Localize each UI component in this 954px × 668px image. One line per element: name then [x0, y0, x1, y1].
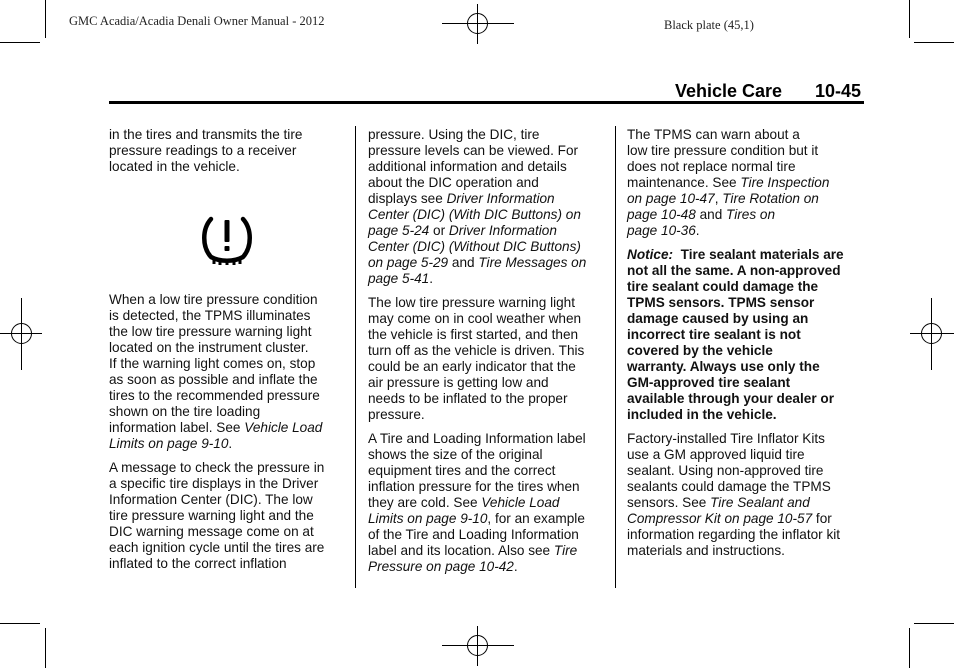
crop-mark: [0, 42, 40, 43]
text-line: [368, 495, 608, 511]
text-line: [109, 436, 349, 452]
text-line: could be an early indicator that the: [368, 359, 576, 374]
text-line: in the tires and transmits the tire: [109, 127, 303, 142]
cross-reference-link[interactable]: Driver Information: [448, 223, 557, 238]
notice-text: GM-approved tire sealant: [627, 375, 791, 390]
text-line: [627, 223, 867, 239]
text-line: Information Center (DIC). The low: [109, 492, 313, 507]
column-2: [368, 127, 608, 583]
text-run: sealants could damage the TPMS: [627, 479, 831, 494]
text-line: [368, 159, 608, 175]
tire-pressure-warning-icon: [200, 212, 254, 266]
text-line: the vehicle is first started, and then: [368, 327, 579, 342]
text-line: [109, 324, 349, 340]
text-run: Factory-installed Tire Inflator Kits: [627, 431, 825, 446]
text-run: .: [695, 223, 700, 238]
text-line: [368, 223, 608, 239]
text-run: materials and instructions.: [627, 543, 785, 558]
text-line: [627, 127, 867, 143]
column-divider: [355, 126, 356, 588]
registration-mark-bottom: [442, 626, 514, 666]
text-run: is detected, the TPMS illuminates: [109, 308, 311, 323]
registration-mark-top: [442, 4, 514, 44]
text-run: shown on the tire loading: [109, 404, 261, 419]
text-run: for: [812, 511, 832, 526]
column-1: [109, 127, 347, 183]
text-line: [627, 207, 867, 223]
notice-text: warranty. Always use only the: [627, 359, 820, 374]
text-line: needs to be inflated to the proper: [368, 391, 568, 406]
cross-reference-link[interactable]: Limits on page 9-10: [368, 511, 488, 526]
cross-reference-link[interactable]: page 10-36: [627, 223, 696, 238]
text-line: [368, 255, 608, 271]
text-line: [368, 175, 608, 191]
text-line: [627, 527, 867, 543]
crop-mark: [45, 0, 46, 38]
paragraph: [627, 127, 867, 239]
text-line: [368, 207, 608, 223]
paragraph: [368, 295, 608, 423]
text-line: [627, 543, 867, 559]
cross-reference-link[interactable]: Compressor Kit on page 10-57: [627, 511, 813, 526]
text-line: turn off as the vehicle is driven. This: [368, 343, 585, 358]
text-line: [368, 543, 608, 559]
text-run: of the Tire and Loading Information: [368, 527, 579, 542]
text-line: inflated to the correct inflation: [109, 556, 287, 571]
cross-reference-link[interactable]: Center (DIC) (Without DIC Buttons): [368, 239, 581, 254]
text-run: displays see: [368, 191, 447, 206]
plate-number: Black plate (45,1): [664, 18, 754, 32]
text-line: DIC warning message come on at: [109, 524, 314, 539]
notice-text: included in the vehicle.: [627, 407, 777, 422]
text-line: [368, 559, 608, 575]
text-run: .: [429, 271, 434, 286]
plate-title: GMC Acadia/Acadia Denali Owner Manual - 2012: [69, 14, 325, 28]
text-run: information regarding the inflator kit: [627, 527, 841, 542]
notice-text: damage caused by using an: [627, 311, 809, 326]
text-run: pressure. Using the DIC, tire: [368, 127, 540, 142]
cross-reference-link[interactable]: page 10-48: [627, 207, 696, 222]
text-run: does not replace normal tire: [627, 159, 796, 174]
crop-mark: [0, 623, 40, 624]
text-run: use a GM approved liquid tire: [627, 447, 805, 462]
text-run: sensors. See: [627, 495, 711, 510]
text-line: [109, 388, 349, 404]
text-run: When a low tire pressure condition: [109, 292, 318, 307]
text-run: .: [513, 559, 518, 574]
cross-reference-link[interactable]: on page 10-47: [627, 191, 715, 206]
text-line: [368, 511, 608, 527]
text-run: equipment tires and the correct: [368, 463, 556, 478]
text-run: label and its location. Also see: [368, 543, 554, 558]
text-line: air pressure is getting low and: [368, 375, 549, 390]
text-line: a specific tire displays in the Driver: [109, 476, 319, 491]
cross-reference-link[interactable]: Limits on page 9-10: [109, 436, 229, 451]
column-1-body: [109, 292, 349, 580]
paragraph: [109, 127, 347, 175]
notice-text: Tire sealant materials are: [680, 247, 844, 262]
column-3: [627, 127, 867, 567]
text-run: , for an example: [487, 511, 585, 526]
text-line: [368, 447, 608, 463]
cross-reference-link[interactable]: Pressure on page 10-42: [368, 559, 514, 574]
text-line: [627, 479, 867, 495]
paragraph: [627, 431, 867, 559]
cross-reference-link[interactable]: Driver Information: [446, 191, 555, 206]
text-run: A Tire and Loading Information label: [368, 431, 586, 446]
text-line: [368, 239, 608, 255]
text-line: each ignition cycle until the tires are: [109, 540, 325, 555]
text-line: [627, 463, 867, 479]
crop-mark: [45, 628, 46, 668]
crop-mark: [914, 623, 954, 624]
cross-reference-link[interactable]: Vehicle Load: [481, 495, 560, 510]
notice-text: not all the same. A non-approved: [627, 263, 841, 278]
crop-mark: [914, 42, 954, 43]
text-line: [109, 340, 349, 356]
notice-text: incorrect tire sealant is not: [627, 327, 801, 342]
registration-mark-right: [910, 298, 954, 370]
text-line: located in the vehicle.: [109, 159, 240, 174]
text-line: A message to check the pressure in: [109, 460, 325, 475]
paragraph: [109, 460, 349, 572]
crop-mark: [909, 628, 910, 668]
cross-reference-link[interactable]: Tire Sealant and: [710, 495, 810, 510]
cross-reference-link[interactable]: Tire Rotation on: [722, 191, 819, 206]
paragraph: [109, 292, 349, 452]
text-run: tires to the recommended pressure: [109, 388, 320, 403]
text-line: [368, 463, 608, 479]
cross-reference-link[interactable]: Tires on: [726, 207, 776, 222]
text-run: information label. See: [109, 420, 245, 435]
text-line: [368, 271, 608, 287]
text-run: sealant. Using non-approved tire: [627, 463, 824, 478]
text-run: low tire pressure condition but it: [627, 143, 819, 158]
text-line: [368, 479, 608, 495]
registration-mark-left: [0, 298, 42, 370]
cross-reference-link[interactable]: Tire: [553, 543, 578, 558]
text-line: may come on in cool weather when: [368, 311, 582, 326]
text-run: additional information and details: [368, 159, 567, 174]
notice-paragraph: [627, 247, 867, 423]
section-title: Vehicle Care: [675, 81, 783, 101]
text-line: [627, 159, 867, 175]
text-run: The TPMS can warn about a: [627, 127, 800, 142]
text-line: [627, 511, 867, 527]
notice-text: covered by the vehicle: [627, 343, 773, 358]
text-line: [627, 247, 867, 263]
notice-text: tire sealant could damage the: [627, 279, 819, 294]
text-run: about the DIC operation and: [368, 175, 539, 190]
text-line: [109, 356, 349, 372]
cross-reference-link[interactable]: page 5-41: [368, 271, 430, 286]
text-line: [627, 143, 867, 159]
cross-reference-link[interactable]: Vehicle Load: [244, 420, 323, 435]
notice-text: TPMS sensors. TPMS sensor: [627, 295, 815, 310]
text-run: as soon as possible and inflate the: [109, 372, 318, 387]
cross-reference-link[interactable]: on page 5-29: [368, 255, 449, 270]
text-line: [627, 175, 867, 191]
paragraph: [368, 127, 608, 287]
text-line: The low tire pressure warning light: [368, 295, 576, 310]
text-line: [627, 431, 867, 447]
text-line: [627, 191, 867, 207]
text-line: [109, 292, 349, 308]
text-line: [368, 127, 608, 143]
text-line: [627, 495, 867, 511]
text-line: [368, 191, 608, 207]
cross-reference-link[interactable]: Tire Messages on: [478, 255, 587, 270]
text-line: [627, 447, 867, 463]
text-run: and: [695, 207, 727, 222]
text-line: [109, 420, 349, 436]
text-line: [109, 372, 349, 388]
text-line: pressure readings to a receiver: [109, 143, 297, 158]
text-run: located on the instrument cluster.: [109, 340, 309, 355]
text-line: tire pressure warning light and the: [109, 508, 314, 523]
cross-reference-link[interactable]: Tire Inspection: [740, 175, 830, 190]
text-line: [368, 527, 608, 543]
notice-text: available through your dealer or: [627, 391, 834, 406]
page-number: 10-45: [815, 81, 862, 101]
text-line: [109, 308, 349, 324]
text-line: [109, 404, 349, 420]
text-run: shows the size of the original: [368, 447, 543, 462]
crop-mark: [909, 0, 910, 38]
text-run: inflation pressure for the tires when: [368, 479, 580, 494]
paragraph: [368, 431, 608, 575]
text-line: pressure.: [368, 407, 425, 422]
text-run: pressure levels can be viewed. For: [368, 143, 579, 158]
text-run: the low tire pressure warning light: [109, 324, 312, 339]
text-run: maintenance. See: [627, 175, 741, 190]
text-line: [368, 143, 608, 159]
cross-reference-link[interactable]: page 5-24: [368, 223, 430, 238]
column-divider: [615, 126, 616, 588]
text-run: If the warning light comes on, stop: [109, 356, 316, 371]
text-run: .: [228, 436, 233, 451]
text-run: they are cold. See: [368, 495, 482, 510]
notice-label: Notice:: [627, 247, 674, 262]
header-rule: [109, 101, 864, 104]
cross-reference-link[interactable]: Center (DIC) (With DIC Buttons) on: [368, 207, 581, 222]
text-run: or: [429, 223, 449, 238]
text-line: [368, 431, 608, 447]
text-run: ,: [714, 191, 723, 206]
text-run: and: [448, 255, 479, 270]
